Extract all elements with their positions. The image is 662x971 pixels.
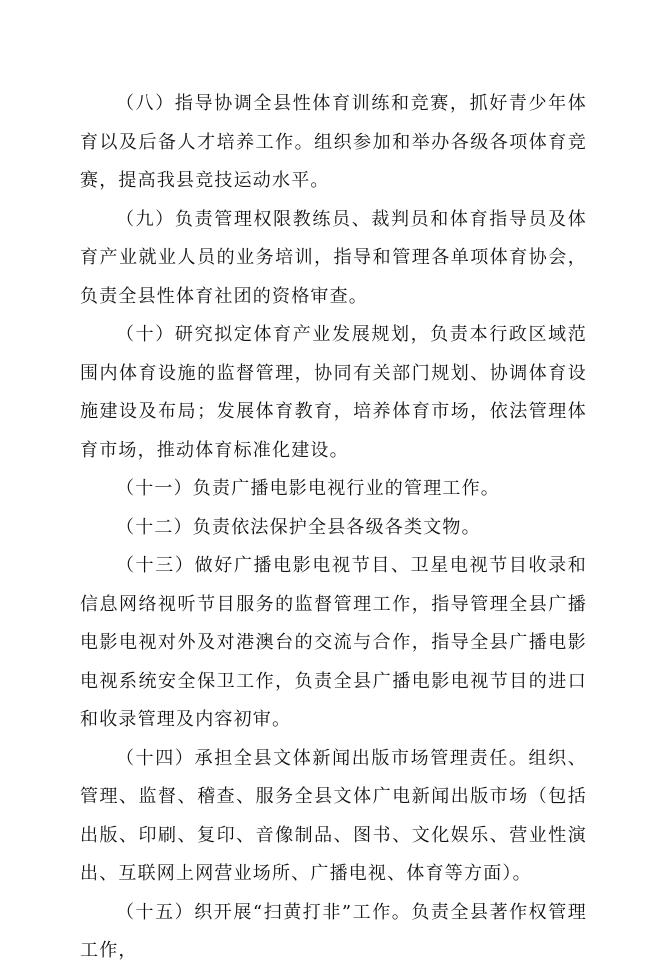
paragraph-14: （十四）承担全县文体新闻出版市场管理责任。组织、管理、监督、稽查、服务全县文体广电新闻出版市场（包括出版、印刷、复印、音像制品、图书、文化娱乐、营业性演出、互联网上网营业场所、广播电视、体育等方面）。 xyxy=(80,747,587,884)
document-page xyxy=(80,85,587,971)
paragraph-11: （十一）负责广播电影电视行业的管理工作。 xyxy=(116,478,500,499)
paragraph-13: （十三）做好广播电影电视节目、卫星电视节目收录和信息网络视听节目服务的监督管理工作，指导管理全县广播电影电视对外及对港澳台的交流与合作，指导全县广播电影电视系统安全保卫工作，负责全县广播电影电视节目的进口和收录管理及内容初审。 xyxy=(80,555,587,730)
paragraph-15: （十五）织开展“扫黄打非”工作。负责全县著作权管理工作， xyxy=(80,901,587,961)
paragraph-10: （十）研究拟定体育产业发展规划，负责本行政区域范围内体育设施的监督管理，协同有关部门规划、协调体育设施建设及布局；发展体育教育，培养体育市场，依法管理体育市场，推动体育标准化建设。 xyxy=(80,324,587,461)
paragraph-8: （八）指导协调全县性体育训练和竞赛，抓好青少年体育以及后备人才培养工作。组织参加和举办各级各项体育竞赛，提高我县竞技运动水平。 xyxy=(80,93,587,191)
paragraph-9: （九）负责管理权限教练员、裁判员和体育指导员及体育产业就业人员的业务培训，指导和管理各单项体育协会，负责全县性体育社团的资格审查。 xyxy=(80,208,587,307)
paragraph-12: （十二）负责依法保护全县各级各类文物。 xyxy=(116,516,481,538)
